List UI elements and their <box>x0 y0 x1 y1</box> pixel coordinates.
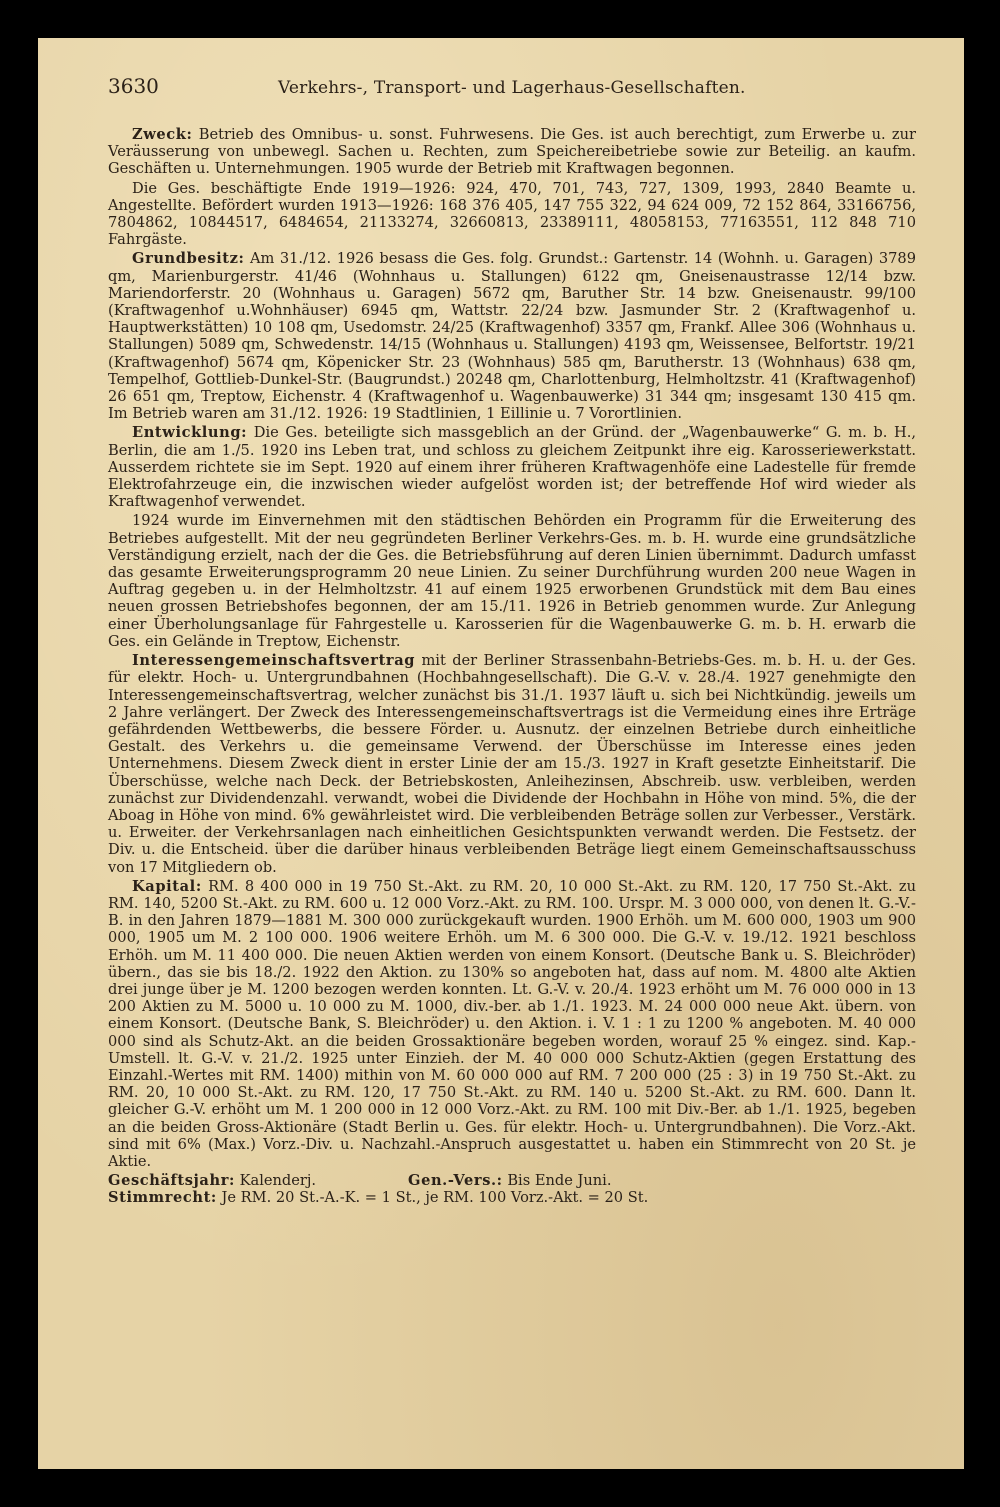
page-header <box>108 74 916 98</box>
footer-row-2 <box>108 1189 916 1206</box>
section-entwicklung-2 <box>108 512 916 650</box>
label-grundbesitz: Grundbesitz: <box>132 250 245 268</box>
document-page <box>38 38 964 1469</box>
stimmrecht-entry <box>108 1189 648 1206</box>
label-interessen: Interessengemeinschaftsvertrag <box>132 652 416 670</box>
text-kapital: RM. 8 400 000 in 19 750 St.-Akt. zu RM. 20, 10 000 St.-Akt. zu RM. 120, 17 750 St.-Akt. zu RM. 140, 5200 St.-Akt. zu RM. 600 u. 12 000 Vorz.-Akt. zu RM. 100. Urspr. M. 3 000 000, von denen lt. G.-V.-B. in den Jahren 1879—1881 M. 300 000 zurückgekauft wurden. 1900 Erhöh. um M. 600 000, 1903 um 900 000, 1905 um M. 2 100 000. 1906 weitere Erhöh. um M. 6 300 000. Die G.-V. v. 19./12. 1921 beschloss Erhöh. um M. 11 400 000. Die neuen Aktien werden von einem Konsort. (Deutsche Bank u. S. Bleichröder) übern., das sie bis 18./2. 1922 den Aktion. zu 130% so angeboten hat, dass auf nom. M. 4800 alte Aktien drei junge über je M. 1200 bezogen werden konnten. Lt. G.-V. v. 20./4. 1923 erhöht um M. 76 000 000 in 13 200 Aktien zu M. 5000 u. 10 000 zu M. 1000, div.-ber. ab 1./1. 1923. M. 24 000 000 neue Akt. übern. von einem Konsort. (Deutsche Bank, S. Bleichröder) u. den Aktion. i. V. 1 : 1 zu 1200 % angeboten. M. 40 000 000 sind als Schutz-Akt. an die beiden Grossaktionäre begeben worden, worauf 25 % eingez. sind. Kap.-Umstell. lt. G.-V. v. 21./2. 1925 unter Einzieh. der M. 40 000 000 Schutz-Aktien (gegen Erstattung des Einzahl.-Wertes mit RM. 1400) mithin von M. 60 000 000 auf RM. 7 200 000 (25 : 3) in 19 750 St.-Akt. zu RM. 20, 10 000 St.-Akt. zu RM. 120, 17 750 St.-Akt. zu RM. 140 u. 5200 St.-Akt. zu RM. 600. Dann lt. gleicher G.-V. erhöht um M. 1 200 000 in 12 000 Vorz.-Akt. zu RM. 100 mit Div.-Ber. ab 1./1. 1925, begeben an die beiden Gross-Aktionäre (Stadt Berlin u. Ges. für elektr. Hoch- u. Untergrundbahnen). Die Vorz.-Akt. sind mit 6% (Max.) Vorz.-Div. u. Nachzahl.-Anspruch ausgestattet u. haben ein Stimmrecht von 20 St. je Aktie. <box>108 877 916 1170</box>
geschaeftsjahr-entry <box>108 1172 408 1189</box>
text-grundbesitz: Am 31./12. 1926 besass die Ges. folg. Grundst.: Gartenstr. 14 (Wohnh. u. Garagen) 3789 qm, Marienburgerstr. 41/46 (Wohnhaus u. Stallungen) 6122 qm, Gneisenaustrasse 12/14 bzw. Mariendorferstr. 20 (Wohnhaus u. Garagen) 5672 qm, Baruther Str. 14 bzw. Gneisenaustr. 99/100 (Kraftwagenhof u.Wohnhäuser) 6945 qm, Wattstr. 22/24 bzw. Jasmunder Str. 2 (Kraftwagenhof u. Hauptwerkstätten) 10 108 qm, Usedomstr. 24/25 (Kraftwagenhof) 3357 qm, Frankf. Allee 306 (Wohnhaus u. Stallungen) 5089 qm, Schwedenstr. 14/15 (Wohnhaus u. Stallungen) 4193 qm, Weissensee, Belfortstr. 19/21 (Kraftwagenhof) 5674 qm, Köpenicker Str. 23 (Wohnhaus) 585 qm, Barutherstr. 13 (Wohnhaus) 638 qm, Tempelhof, Gottlieb-Dunkel-Str. (Baugrundst.) 20248 qm, Charlottenburg, Helmholtzstr. 41 (Kraftwagenhof) 26 651 qm, Treptow, Eichenstr. 4 (Kraftwagenhof u. Wagenbauwerke) 31 344 qm; insgesamt 130 415 qm. Im Betrieb waren am 31./12. 1926: 19 Stadtlinien, 1 Eillinie u. 7 Vorortlinien. <box>108 250 916 423</box>
text-entwicklung: Die Ges. beteiligte sich massgeblich an der Gründ. der „Wagenbauwerke“ G. m. b. H., Berlin, die am 1./5. 1920 ins Leben trat, und schloss zu gleichem Zeitpunkt ihre eig. Karosseriewerkstatt. Ausserdem richtete sie im Sept. 1920 auf einem ihrer früheren Kraftwagenhöfe eine Ladestelle für fremde Elektrofahrzeuge ein, die inzwischen wieder aufgelöst worden ist; der betreffende Hof wird wieder als Kraftwagenhof verwendet. <box>108 424 917 511</box>
section-interessen <box>108 652 916 876</box>
value-stimmrecht: Je RM. 20 St.-A.-K. = 1 St., je RM. 100 Vorz.-Akt. = 20 St. <box>221 1189 649 1207</box>
text-interessen: mit der Berliner Strassenbahn-Betriebs-Ges. m. b. H. u. der Ges. für elektr. Hoch- u. Untergrundbahnen (Hochbahngesellschaft). Die G.-V. v. 28./4. 1927 genehmigte den Interessengemeinschaftsvertrag, welcher zunächst bis 31./1. 1937 läuft u. sich bei Nichtkündig. jeweils um 2 Jahre verlängert. Der Zweck des Interessengemeinschaftsvertrags ist die Vermeidung eines ihre Erträge gefährdenden Wettbewerbs, die bessere Förder. u. Ausnutz. der einzelnen Betriebe durch einheitliche Gestalt. des Verkehrs u. die gemeinsame Verwend. der Überschüsse im Interesse eines jeden Unternehmens. Diesem Zweck dient in erster Linie der am 15./3. 1927 in Kraft gesetzte Einheitstarif. Die Überschüsse, welche nach Deck. der Betriebskosten, Anleihezinsen, Abschreib. usw. verbleiben, werden zunächst zur Dividendenzahl. verwandt, wobei die Dividende der Hochbahn in Höhe von mind. 5%, die der Aboag in Höhe von mind. 6% gewährleistet wird. Die verbleibenden Beträge sollen zur Verbesser., Verstärk. u. Erweiter. der Verkehrsanlagen nach einheitlichen Gesichtspunkten verwandt werden. Die Festsetz. der Div. u. die Entscheid. über die darüber hinaus verbleibenden Beträge liegt einem Gemeinschaftsausschuss von 17 Mitgliedern ob. <box>108 652 917 876</box>
running-title: Verkehrs-, Transport- und Lagerhaus-Gesellschaften. <box>278 78 746 98</box>
text-zweck-stats: Die Ges. beschäftigte Ende 1919—1926: 924, 470, 701, 743, 727, 1309, 1993, 2840 Beamte u. Angestellte. Befördert wurden 1913—1926: 168 376 405, 147 755 322, 94 624 009, 72 152 864, 33166756, 7804862, 10844517, 6484654, 21133274, 32660813, 23389111, 48058153, 77163551, 112 848 710 Fahrgäste. <box>108 179 916 249</box>
text-zweck: Betrieb des Omnibus- u. sonst. Fuhrwesens. Die Ges. ist auch berechtigt, zum Erwerbe u. zur Veräusserung von unbewegl. Sachen u. Rechten, zum Speichereibetriebe sowie zur Beteilig. an kaufm. Geschäften u. Unternehmungen. 1905 wurde der Betrieb mit Kraftwagen begonnen. <box>108 126 916 178</box>
genvers-entry <box>408 1172 611 1189</box>
label-stimmrecht: Stimmrecht: <box>108 1189 217 1207</box>
footer-row-1 <box>108 1172 916 1189</box>
section-grundbesitz <box>108 250 916 422</box>
label-entwicklung: Entwicklung: <box>132 424 248 442</box>
section-zweck <box>108 126 916 178</box>
section-entwicklung <box>108 424 916 510</box>
value-genvers: Bis Ende Juni. <box>507 1172 612 1190</box>
page-number: 3630 <box>108 74 159 98</box>
label-genvers: Gen.-Vers.: <box>408 1172 503 1190</box>
label-zweck: Zweck: <box>132 126 193 143</box>
text-entwicklung-2: 1924 wurde im Einvernehmen mit den städtischen Behörden ein Programm für die Erweiterung des Betriebes aufgestellt. Mit der neu gegründeten Berliner Verkehrs-Ges. m. b. H. wurde eine grundsätzliche Verständigung erzielt, nach der die Ges. die Betriebsführung auf deren Linien übernimmt. Dadurch umfasst das gesamte Erweiterungsprogramm 20 neue Linien. Zu seiner Durchführung wurden 200 neue Wagen in Auftrag gegeben u. in der Helmholtzstr. 41 auf einem 1925 erworbenen Grundstück mit dem Bau eines neuen grossen Betriebshofes begonnen, der am 15./11. 1926 in Betrieb genommen wurde. Zur Anlegung einer Überholungsanlage für Fahrgestelle u. Karosserien für die Wagenbauwerke G. m. b. H. erwarb die Ges. ein Gelände in Treptow, Eichenstr. <box>108 512 916 650</box>
label-geschaeftsjahr: Geschäftsjahr: <box>108 1172 235 1190</box>
section-zweck-stats <box>108 180 916 249</box>
label-kapital: Kapital: <box>132 877 202 895</box>
section-kapital <box>108 878 916 1170</box>
value-geschaeftsjahr: Kalenderj. <box>239 1172 317 1190</box>
